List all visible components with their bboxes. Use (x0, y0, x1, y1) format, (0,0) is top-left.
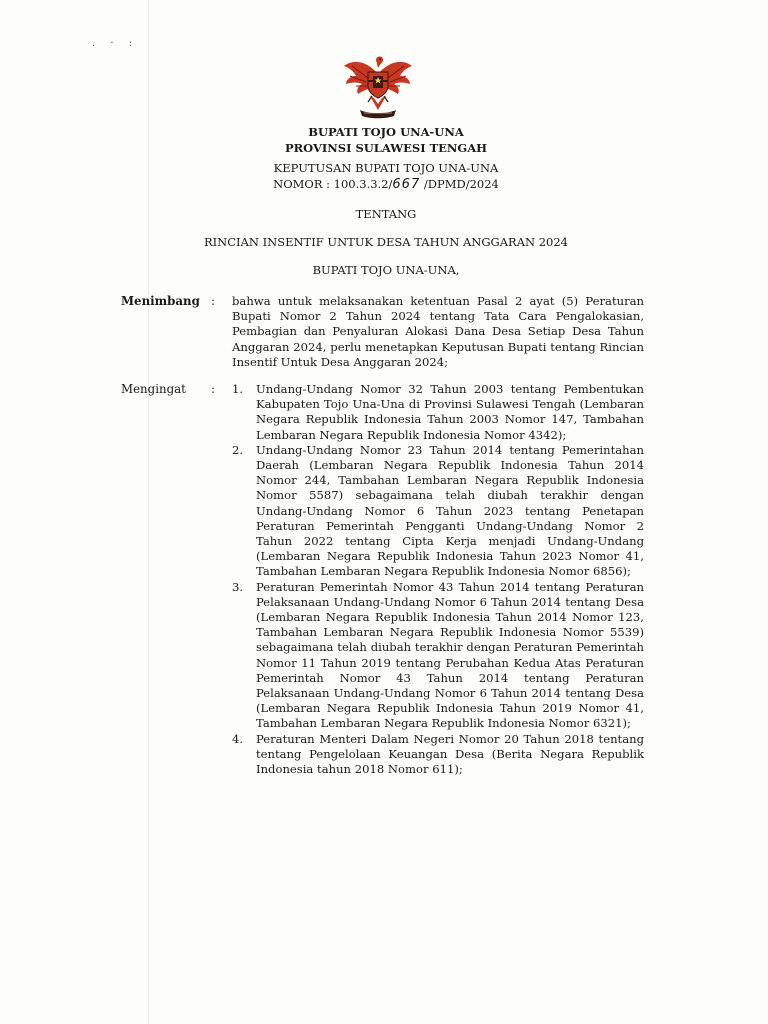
decree-subject: RINCIAN INSENTIF UNTUK DESA TAHUN ANGGARAN 2024 (203, 235, 568, 249)
list-item-number: 1. (232, 382, 244, 396)
page-fold-line (148, 0, 149, 1024)
menimbang-label: Menimbang (121, 294, 200, 308)
decree-heading (180, 160, 592, 193)
decree-title: KEPUTUSAN BUPATI TOJO UNA-UNA (273, 161, 499, 175)
list-item-text: Peraturan Menteri Dalam Negeri Nomor 20 Tahun 2018 tentang tentang Pengelolaan Keuangan Desa (Berita Negara Republik Indonesia tahun 2018 Nomor 611); (256, 731, 644, 777)
list-item-text: Peraturan Pemerintah Nomor 43 Tahun 2014 tentang Peraturan Pelaksanaan Undang-Undang Nomor 6 Tahun 2014 tentang Desa (Lembaran Negara Republik Indonesia Tahun 2014 Nomor 123, Tambahan Lembaran Negara Republik Indonesia Nomor 5539) sebagaimana telah diubah terakhir dengan Peraturan Pemerintah Nomor 11 Tahun 2019 tentang Perubahan Kedua Atas Peraturan Pemerintah Nomor 43 Tahun 2014 tentang Peraturan Pelaksanaan Undang-Undang Nomor 6 Tahun 2014 tentang Desa (Lembaran Negara Republik Indonesia Tahun 2019 Nomor 41, Tambahan Lembaran Negara Republik Indonesia Nomor 6321); (256, 579, 644, 731)
list-item (232, 732, 644, 778)
list-item (232, 580, 644, 732)
list-item-text: Undang-Undang Nomor 32 Tahun 2003 tentang Pembentukan Kabupaten Tojo Una-Una di Provinsi Sulawesi Tengah (Lembaran Negara Republik Indonesia Tahun 2003 Nomor 147, Tambahan Lembaran Negara Republik Indonesia Nomor 4342); (256, 382, 644, 442)
list-item (232, 382, 644, 443)
list-item-number: 3. (232, 579, 244, 594)
decree-number (180, 176, 592, 193)
mengingat-list (232, 382, 644, 777)
list-item (232, 443, 644, 580)
issuer-line: BUPATI TOJO UNA-UNA, (312, 263, 460, 277)
mengingat-label: Mengingat (121, 382, 186, 396)
decree-number-suffix: /DPMD/2024 (420, 177, 499, 191)
tentang-label: TENTANG (355, 207, 417, 221)
garuda-emblem-icon (340, 52, 416, 120)
menimbang-colon: : (211, 294, 215, 308)
menimbang-text: bahwa untuk melaksanakan ketentuan Pasal 2 ayat (5) Peraturan Bupati Nomor 2 Tahun 2024 tentang Tata Cara Pengalokasian, Pembagian dan Penyaluran Alokasi Dana Desa Setiap Desa Tahun Anggaran 2024, perlu menetapkan Keputusan Bupati tentang Rincian Insentif Untuk Desa Anggaran 2024; (232, 294, 644, 369)
decree-number-handwritten: 667 (392, 177, 421, 192)
issuer-header (180, 124, 592, 156)
list-item-number: 4. (232, 731, 244, 746)
scan-specks: . · : (92, 38, 139, 49)
header-line-1: BUPATI TOJO UNA-UNA (308, 125, 464, 139)
mengingat-colon: : (211, 382, 215, 396)
decree-number-prefix: NOMOR : 100.3.3.2/ (273, 177, 393, 191)
list-item-number: 2. (232, 442, 244, 457)
header-line-2: PROVINSI SULAWESI TENGAH (284, 141, 488, 155)
list-item-text: Undang-Undang Nomor 23 Tahun 2014 tentang Pemerintahan Daerah (Lembaran Negara Republik Indonesia Tahun 2014 Nomor 244, Tambahan Lembaran Negara Republik Indonesia Nomor 5587) sebagaimana telah diubah terakhir dengan Undang-Undang Nomor 6 Tahun 2023 tentang Penetapan Peraturan Pemerintah Pengganti Undang-Undang Nomor 2 Tahun 2022 tentang Cipta Kerja menjadi Undang-Undang (Lembaran Negara Republik Indonesia Tahun 2023 Nomor 41, Tambahan Lembaran Negara Republik Indonesia Nomor 6856); (256, 442, 644, 579)
